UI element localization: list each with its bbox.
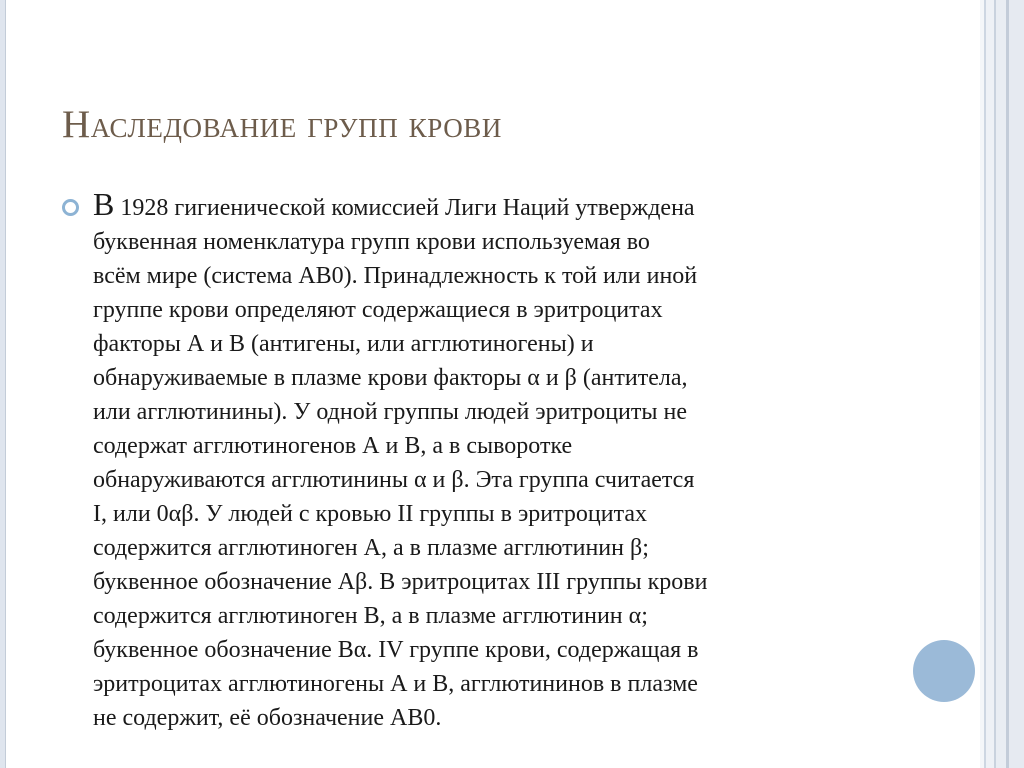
text-line: факторы А и В (антигены, или агглютиногены) и: [93, 331, 594, 357]
text-line: обнаруживаемые в плазме крови факторы α и β (антитела,: [93, 365, 688, 391]
text-line: всём мире (система AB0). Принадлежность к той или иной: [93, 263, 698, 289]
text-line: содержится агглютиноген В, а в плазме агглютинин α;: [93, 603, 648, 629]
text-line: буквенная номенклатура групп крови используемая во: [93, 229, 650, 255]
right-frame-border: [980, 0, 1024, 768]
text-line: буквенное обозначение Аβ. В эритроцитах III группы крови: [93, 569, 708, 595]
slide-title: Наследование групп крови: [62, 103, 502, 146]
text-line: I, или 0αβ. У людей с кровью II группы в эритроцитах: [93, 501, 648, 527]
text-line: группе крови определяют содержащиеся в эритроцитах: [93, 297, 663, 323]
first-letter: В: [93, 186, 115, 222]
text-line-content: 1928 гигиенической комиссией Лиги Наций утверждена: [114, 195, 695, 221]
text-line: эритроцитах агглютиногены А и В, агглютининов в плазме: [93, 671, 698, 697]
text-line: содержат агглютиногенов А и В, а в сыворотке: [93, 433, 573, 459]
bullet-icon: [62, 199, 79, 216]
text-line: или агглютинины). У одной группы людей эритроциты не: [93, 399, 688, 425]
decorative-circle: [913, 640, 975, 702]
text-line: буквенное обозначение Вα. IV группе крови, содержащая в: [93, 637, 699, 663]
left-frame-border: [0, 0, 6, 768]
text-line: обнаруживаются агглютинины α и β. Эта группа считается: [93, 467, 695, 493]
text-line: не содержит, её обозначение АВ0.: [93, 705, 442, 731]
text-line: содержится агглютиноген А, а в плазме агглютинин β;: [93, 535, 649, 561]
text-line: [93, 187, 923, 225]
slide-body-text: [93, 187, 923, 735]
